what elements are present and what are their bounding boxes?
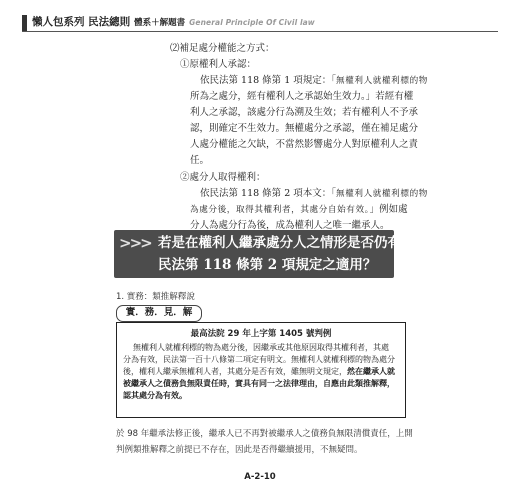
- question-line-2: 民法第 118 條第 2 項規定之適用？: [158, 257, 377, 273]
- header-bar-mark: [22, 15, 27, 31]
- running-header: [32, 14, 315, 29]
- case-line-3: [123, 366, 395, 378]
- case-line-1: 無權利人就權利標的物為處分後，因繼承或其他原因取得其權利者，其處: [133, 343, 389, 352]
- book-title: 懶人包系列 民法總則: [32, 16, 131, 28]
- item2-quote-2: 為處分後，取得其權利者，其處分自始有效。: [190, 205, 370, 215]
- case-line-4: 被繼承人之債務負無限責任時，實具有同一之法律理由，自應由此類推解釋，: [123, 379, 395, 388]
- item1-line-4: 認，則確定不生效力。無權處分之承認，僅在補足處分: [190, 123, 419, 134]
- item2-quote-1: 無權利人就權利標的物: [336, 189, 428, 199]
- item2-line-2-tail: 」例如處: [369, 204, 408, 215]
- case-line-5: 認其處分為有效。: [123, 391, 187, 400]
- section-heading: ⑵補足處分權能之方式：: [170, 43, 275, 54]
- case-line-3-bold: 然在繼承人就: [347, 367, 395, 376]
- item1-line-6: 任。: [190, 155, 210, 166]
- tail-line-2: 判例類推解釋之前提已不存在，因此是否得繼續援用，不無疑問。: [116, 445, 363, 455]
- item2-line-1: [200, 186, 428, 202]
- page-number: A-2-10: [244, 472, 276, 482]
- item1-line-1: [200, 73, 428, 89]
- item2-heading: ②處分人取得權利：: [180, 172, 266, 183]
- case-title: 最高法院 29 年上字第 1405 號判例: [190, 329, 332, 339]
- item2-line-1-text: 依民法第 118 條第 2 項本文：「: [200, 188, 337, 199]
- answer-label: 1. 實務：類推解釋說: [116, 292, 195, 302]
- case-line-2: 分為有效，民法第一百十八條第二項定有明文。無權利人就權利標的物為處分: [123, 355, 395, 364]
- question-arrows-icon: >>>: [119, 234, 151, 252]
- item1-line-3: 利人之承認，該處分行為溯及生效；若有權利人不予承: [190, 107, 419, 118]
- item1-quote-head: 無權利人就權利標的物: [336, 76, 428, 86]
- book-english-title: General Principle Of Civil law: [189, 18, 315, 27]
- tail-line-1: 於 98 年繼承法修正後，繼承人已不再對被繼承人之債務負無限清償責任，上開: [116, 429, 413, 439]
- item1-line-1-text: 依民法第 118 條第 1 項規定：「: [200, 75, 337, 86]
- question-text: [158, 232, 401, 276]
- case-line-3-text: 後，權利人繼承無權利人者，其處分是否有效，雖無明文規定，: [123, 367, 347, 376]
- header-rule: [22, 31, 498, 32]
- item1-heading: ①原權利人承認：: [180, 59, 257, 70]
- item1-line-2: 所為之處分，經有權利人之承認始生效力。」若經有權: [190, 91, 414, 102]
- item1-line-5: 人處分權能之欠缺，不當然影響處分人對原權利人之責: [190, 139, 419, 150]
- question-line-1: 若是在權利人繼承處分人之情形是否仍有: [158, 235, 401, 251]
- book-subtitle: 體系＋解題書: [134, 18, 186, 28]
- practice-tag: 實．務．見．解: [125, 307, 193, 318]
- item2-line-3: 分人為處分行為後，成為權利人之唯一繼承人。: [190, 220, 390, 231]
- item2-line-2: [190, 202, 408, 218]
